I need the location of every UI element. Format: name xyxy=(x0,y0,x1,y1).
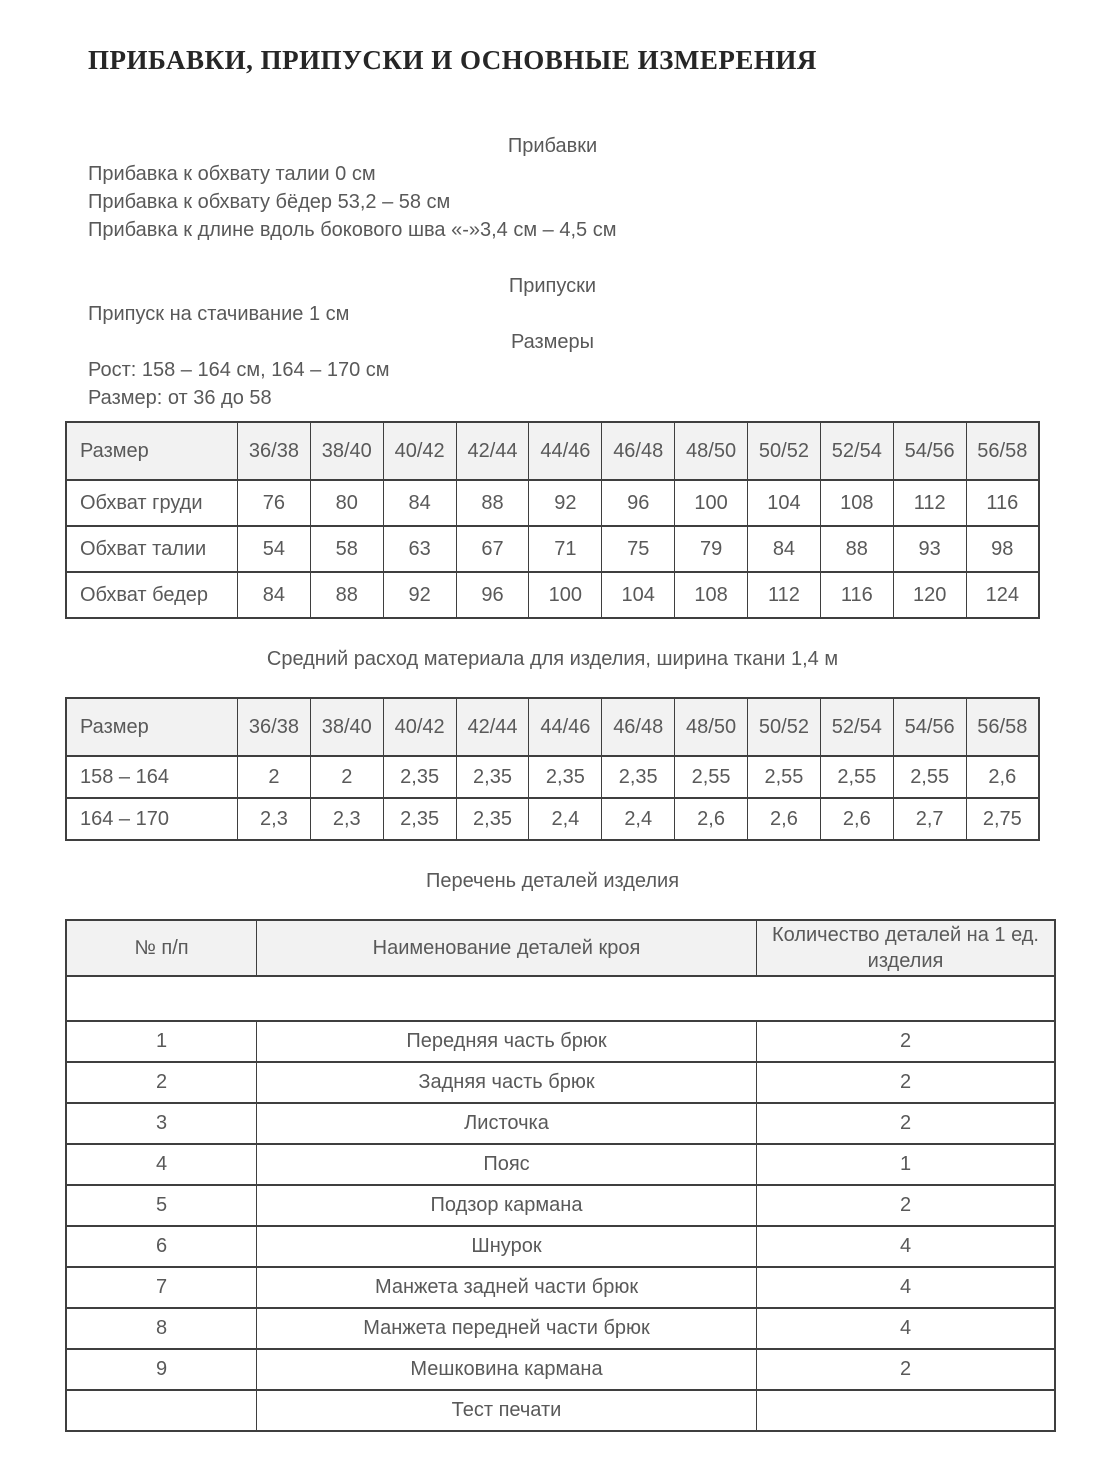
value-cell: 2,7 xyxy=(893,798,966,840)
value-cell: 104 xyxy=(602,572,675,618)
pripuski-line: Припуск на стачивание 1 см xyxy=(88,303,350,325)
row-label-cell: 158 – 164 xyxy=(66,756,238,798)
value-cell: 4 xyxy=(757,1226,1056,1267)
table-row xyxy=(66,1308,1055,1349)
header-cell: 40/42 xyxy=(383,422,456,480)
razmery-line: Размер: от 36 до 58 xyxy=(88,387,272,409)
value-cell: 124 xyxy=(966,572,1039,618)
table-row xyxy=(66,1267,1055,1308)
header-cell: 44/46 xyxy=(529,422,602,480)
value-cell: 2,4 xyxy=(529,798,602,840)
value-cell: 84 xyxy=(238,572,311,618)
value-cell: 2,35 xyxy=(456,756,529,798)
header-cell: 44/46 xyxy=(529,698,602,756)
value-cell: 79 xyxy=(675,526,748,572)
row-label-cell: 8 xyxy=(66,1308,257,1349)
header-row xyxy=(66,698,1039,756)
value-cell: Листочка xyxy=(257,1103,757,1144)
value-cell: Тест печати xyxy=(257,1390,757,1431)
value-cell: 2,6 xyxy=(820,798,893,840)
value-cell: 88 xyxy=(456,480,529,526)
value-cell: 2 xyxy=(757,1103,1056,1144)
value-cell: 98 xyxy=(966,526,1039,572)
row-label-cell: 3 xyxy=(66,1103,257,1144)
value-cell: 2,6 xyxy=(748,798,821,840)
table-row xyxy=(66,1226,1055,1267)
value-cell: 2,35 xyxy=(456,798,529,840)
value-cell: 92 xyxy=(529,480,602,526)
value-cell: 2,35 xyxy=(383,756,456,798)
row-label-cell: 6 xyxy=(66,1226,257,1267)
header-cell: 54/56 xyxy=(893,698,966,756)
row-label-cell: 7 xyxy=(66,1267,257,1308)
header-cell: 48/50 xyxy=(675,422,748,480)
value-cell: Подзор кармана xyxy=(257,1185,757,1226)
section-heading-razmery: Размеры xyxy=(510,331,595,353)
intro-text-block xyxy=(0,132,1100,412)
header-cell: 52/54 xyxy=(820,698,893,756)
value-cell: 120 xyxy=(893,572,966,618)
value-cell: 2,35 xyxy=(383,798,456,840)
table-row xyxy=(66,976,1055,1021)
value-cell: 100 xyxy=(675,480,748,526)
row-label-cell: Обхват груди xyxy=(66,480,238,526)
value-cell: 2,35 xyxy=(602,756,675,798)
value-cell: 2 xyxy=(310,756,383,798)
row-label-cell: 5 xyxy=(66,1185,257,1226)
value-cell: 4 xyxy=(757,1267,1056,1308)
row-label-cell: 164 – 170 xyxy=(66,798,238,840)
header-cell: Наименование деталей кроя xyxy=(257,920,757,976)
header-cell: 42/44 xyxy=(456,422,529,480)
table-row xyxy=(66,1349,1055,1390)
table-row xyxy=(66,1185,1055,1226)
table-row xyxy=(66,1144,1055,1185)
value-cell: 54 xyxy=(238,526,311,572)
value-cell: 108 xyxy=(675,572,748,618)
value-cell: Мешковина кармана xyxy=(257,1349,757,1390)
value-cell: 116 xyxy=(966,480,1039,526)
value-cell: 2,3 xyxy=(310,798,383,840)
value-cell: 2 xyxy=(757,1021,1056,1062)
value-cell: Манжета передней части брюк xyxy=(257,1308,757,1349)
pribavki-line: Прибавка к обхвату бёдер 53,2 – 58 см xyxy=(88,191,451,213)
value-cell: 2,4 xyxy=(602,798,675,840)
row-label-cell: 2 xyxy=(66,1062,257,1103)
value-cell: 112 xyxy=(893,480,966,526)
value-cell: 80 xyxy=(310,480,383,526)
pribavki-line: Прибавка к обхвату талии 0 см xyxy=(88,163,376,185)
header-cell: № п/п xyxy=(66,920,257,976)
value-cell: 100 xyxy=(529,572,602,618)
value-cell: 92 xyxy=(383,572,456,618)
value-cell: 88 xyxy=(820,526,893,572)
value-cell: 2 xyxy=(757,1062,1056,1103)
value-cell: 71 xyxy=(529,526,602,572)
parts-table-caption: Перечень деталей изделия xyxy=(425,870,680,892)
value-cell: 2,55 xyxy=(675,756,748,798)
value-cell: Передняя часть брюк xyxy=(257,1021,757,1062)
header-row xyxy=(66,920,1055,976)
value-cell: 2,55 xyxy=(748,756,821,798)
table-row xyxy=(66,756,1039,798)
value-cell: 96 xyxy=(602,480,675,526)
value-cell: 104 xyxy=(748,480,821,526)
value-cell: Шнурок xyxy=(257,1226,757,1267)
value-cell: 88 xyxy=(310,572,383,618)
value-cell: 84 xyxy=(748,526,821,572)
header-cell: 48/50 xyxy=(675,698,748,756)
table-row xyxy=(66,1103,1055,1144)
header-cell: 46/48 xyxy=(602,698,675,756)
value-cell: Манжета задней части брюк xyxy=(257,1267,757,1308)
value-cell: 2,75 xyxy=(966,798,1039,840)
value-cell: 96 xyxy=(456,572,529,618)
row-label-cell: 1 xyxy=(66,1021,257,1062)
value-cell: Пояс xyxy=(257,1144,757,1185)
value-cell: 93 xyxy=(893,526,966,572)
value-cell: 1 xyxy=(757,1144,1056,1185)
pribavki-line: Прибавка к длине вдоль бокового шва «-»3,4 см – 4,5 см xyxy=(88,219,617,241)
value-cell: 2 xyxy=(238,756,311,798)
header-cell: Размер xyxy=(66,698,238,756)
razmery-line: Рост: 158 – 164 см, 164 – 170 см xyxy=(88,359,390,381)
value-cell: 2,35 xyxy=(529,756,602,798)
table-row xyxy=(66,1390,1055,1431)
table-row xyxy=(66,798,1039,840)
value-cell: 75 xyxy=(602,526,675,572)
header-cell: 38/40 xyxy=(310,422,383,480)
parts-list-table xyxy=(65,919,1056,1432)
header-cell: 52/54 xyxy=(820,422,893,480)
value-cell: Задняя часть брюк xyxy=(257,1062,757,1103)
header-cell: Размер xyxy=(66,422,238,480)
table-row xyxy=(66,480,1039,526)
value-cell: 2,3 xyxy=(238,798,311,840)
fabric-consumption-table xyxy=(65,697,1040,841)
value-cell: 2 xyxy=(757,1185,1056,1226)
fabric-table-caption: Средний расход материала для изделия, ширина ткани 1,4 м xyxy=(266,648,839,670)
section-heading-pribavki: Прибавки xyxy=(507,135,598,157)
row-label-cell: 4 xyxy=(66,1144,257,1185)
header-cell: 56/58 xyxy=(966,422,1039,480)
header-cell: Количество деталей на 1 ед. изделия xyxy=(757,920,1056,976)
table-row xyxy=(66,1021,1055,1062)
table-row xyxy=(66,572,1039,618)
header-cell: 54/56 xyxy=(893,422,966,480)
value-cell: 2 xyxy=(757,1349,1056,1390)
header-cell: 36/38 xyxy=(238,422,311,480)
value-cell: 108 xyxy=(820,480,893,526)
header-cell: 50/52 xyxy=(748,422,821,480)
section-heading-pripuski: Припуски xyxy=(508,275,597,297)
merged-cell xyxy=(66,976,1055,1021)
header-cell: 50/52 xyxy=(748,698,821,756)
value-cell: 112 xyxy=(748,572,821,618)
value-cell: 67 xyxy=(456,526,529,572)
value-cell: 4 xyxy=(757,1308,1056,1349)
value-cell: 2,55 xyxy=(820,756,893,798)
row-label-cell: Обхват бедер xyxy=(66,572,238,618)
header-cell: 40/42 xyxy=(383,698,456,756)
header-cell: 42/44 xyxy=(456,698,529,756)
table-row xyxy=(66,526,1039,572)
value-cell: 2,6 xyxy=(966,756,1039,798)
value-cell xyxy=(757,1390,1056,1431)
row-label-cell: Обхват талии xyxy=(66,526,238,572)
body-measurements-table xyxy=(65,421,1040,619)
header-row xyxy=(66,422,1039,480)
value-cell: 84 xyxy=(383,480,456,526)
header-cell: 36/38 xyxy=(238,698,311,756)
value-cell: 116 xyxy=(820,572,893,618)
value-cell: 2,55 xyxy=(893,756,966,798)
value-cell: 76 xyxy=(238,480,311,526)
header-cell: 38/40 xyxy=(310,698,383,756)
header-cell: 56/58 xyxy=(966,698,1039,756)
table-row xyxy=(66,1062,1055,1103)
header-cell: 46/48 xyxy=(602,422,675,480)
value-cell: 58 xyxy=(310,526,383,572)
value-cell: 2,6 xyxy=(675,798,748,840)
value-cell: 63 xyxy=(383,526,456,572)
page-title: ПРИБАВКИ, ПРИПУСКИ И ОСНОВНЫЕ ИЗМЕРЕНИЯ xyxy=(88,45,817,75)
row-label-cell xyxy=(66,1390,257,1431)
row-label-cell: 9 xyxy=(66,1349,257,1390)
